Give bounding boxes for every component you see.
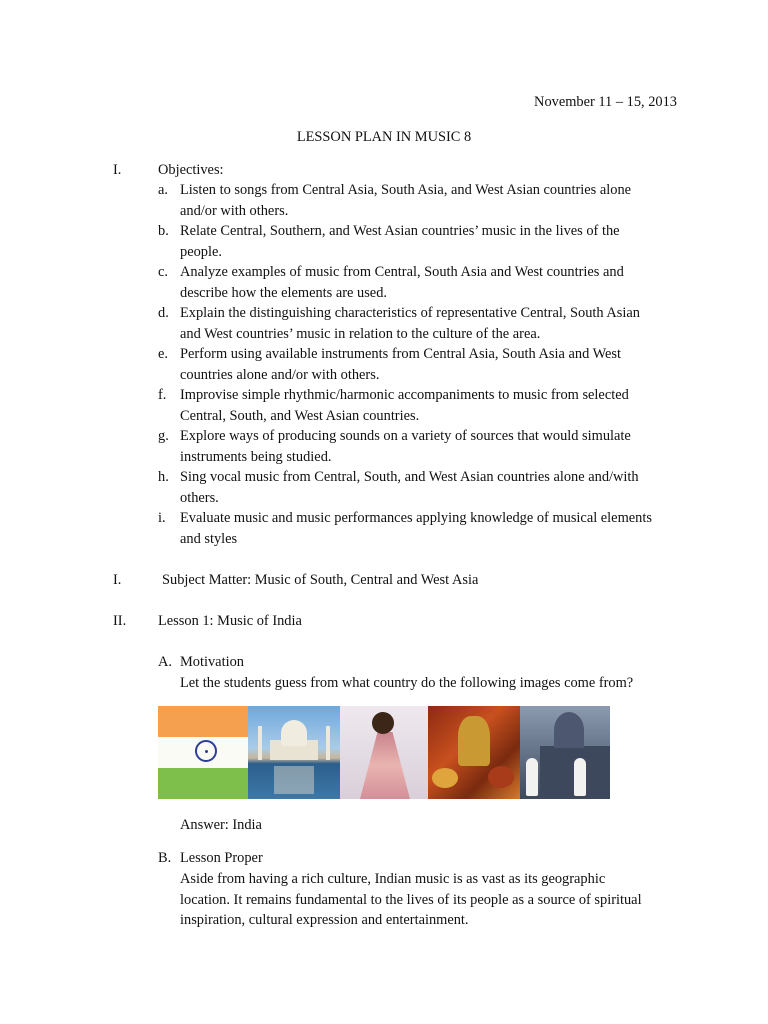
objective-line: Explain the distinguishing characteristics of representative Central, South Asian — [180, 305, 640, 321]
lesson-title: Lesson 1: Music of India — [158, 613, 302, 629]
lesson-proper-marker: B. — [158, 850, 172, 866]
objective-line: instruments being studied. — [180, 448, 332, 465]
objective-marker: b. — [158, 223, 169, 239]
objective-marker: d. — [158, 305, 169, 321]
section-numeral-objectives: I. — [113, 162, 122, 178]
document-date: November 11 – 15, 2013 — [534, 94, 677, 110]
paragraph-line: inspiration, cultural expression and entertainment. — [180, 912, 469, 928]
objective-item — [158, 180, 678, 221]
indian-dancer-image — [340, 706, 428, 799]
paragraph-line: Aside from having a rich culture, Indian music is as vast as its geographic — [180, 871, 606, 887]
objective-marker: g. — [158, 428, 169, 444]
motivation-marker: A. — [158, 654, 172, 670]
taj-mahal-image — [248, 706, 340, 799]
objective-item — [158, 385, 678, 426]
objective-line: others. — [180, 489, 219, 506]
paragraph-line: location. It remains fundamental to the lives of its people as a source of spiritual — [180, 891, 642, 908]
lesson-proper-paragraph — [180, 869, 680, 931]
document-title: LESSON PLAN IN MUSIC 8 — [296, 129, 472, 145]
objective-item — [158, 467, 678, 508]
objective-line: Perform using available instruments from Central Asia, South Asia and West — [180, 346, 622, 362]
objective-marker: c. — [158, 264, 168, 280]
objective-line: and/or with others. — [180, 202, 289, 219]
objective-line: Relate Central, Southern, and West Asian countries’ music in the lives of the — [180, 223, 620, 239]
objective-line: Evaluate music and music performances applying knowledge of musical elements — [180, 510, 652, 526]
motivation-answer: Answer: India — [180, 817, 262, 833]
objective-line: describe how the elements are used. — [180, 284, 387, 301]
section-numeral-subject: I. — [113, 572, 122, 588]
objective-line: Sing vocal music from Central, South, and West Asian countries alone and/with — [180, 469, 639, 485]
objective-item — [158, 262, 678, 303]
objective-item — [158, 303, 678, 344]
subject-matter-text: Subject Matter: Music of South, Central and West Asia — [162, 572, 479, 588]
objective-line: Central, South, and West Asian countries. — [180, 407, 420, 424]
objective-item — [158, 508, 678, 549]
objective-marker: h. — [158, 469, 169, 485]
objectives-list — [158, 180, 678, 549]
ashoka-chakra-icon — [195, 740, 217, 762]
objective-marker: i. — [158, 510, 166, 526]
objective-line: and styles — [180, 530, 238, 547]
objective-line: Improvise simple rhythmic/harmonic accompaniments to music from selected — [180, 387, 629, 403]
objective-marker: a. — [158, 182, 168, 198]
objective-line: countries alone and/or with others. — [180, 366, 380, 383]
motivation-heading: Motivation — [180, 654, 244, 670]
objective-line: Analyze examples of music from Central, South Asia and West countries and — [180, 264, 624, 280]
objective-line: Listen to songs from Central Asia, South Asia, and West Asian countries alone — [180, 182, 632, 198]
objective-marker: e. — [158, 346, 168, 362]
objective-item — [158, 221, 678, 262]
lesson-proper-heading: Lesson Proper — [180, 850, 263, 866]
objective-line: people. — [180, 243, 222, 260]
objective-marker: f. — [158, 387, 167, 403]
india-flag-image — [158, 706, 248, 799]
ganesha-and-food-image — [428, 706, 520, 799]
temple-figures-image — [520, 706, 610, 799]
objectives-heading: Objectives: — [158, 162, 224, 178]
objective-item — [158, 344, 678, 385]
objective-line: Explore ways of producing sounds on a variety of sources that would simulate — [180, 428, 631, 444]
objective-item — [158, 426, 678, 467]
objective-line: and West countries’ music in relation to the culture of the area. — [180, 325, 541, 342]
india-image-strip — [158, 706, 610, 799]
motivation-prompt: Let the students guess from what country do the following images come from? — [180, 675, 634, 691]
section-numeral-lesson: II. — [113, 613, 127, 629]
